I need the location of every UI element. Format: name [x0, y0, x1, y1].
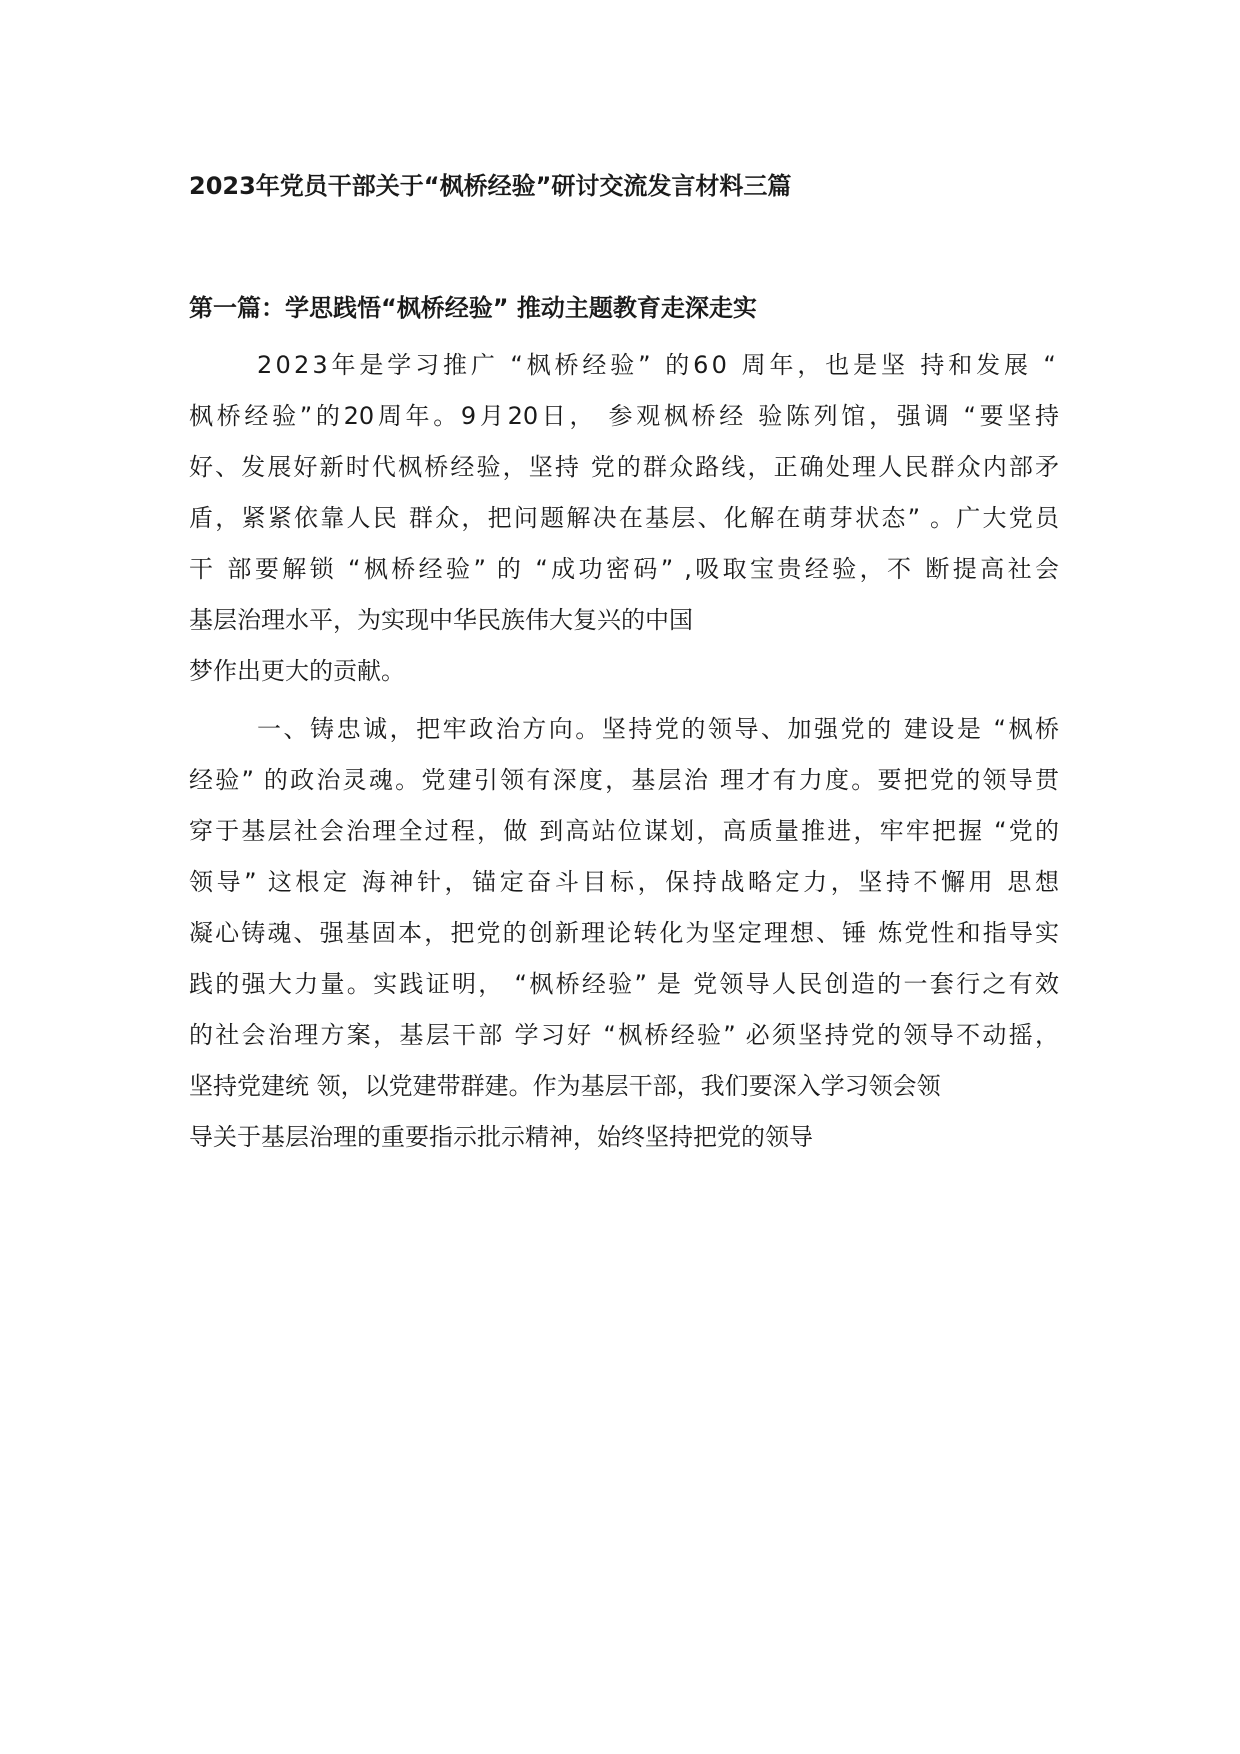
- text-line: 干 部要解锁 “枫桥经验” 的 “成功密码” ,吸取宝贵经验，不 断提高社会: [189, 555, 1059, 583]
- text-line: 基层治理水平，为实现中华民族伟大复兴的中国: [189, 606, 693, 634]
- section-title: 第一篇：学思践悟“枫桥经验” 推动主题教育走深走实: [189, 294, 757, 322]
- text-line: 枫桥经验”的20周年。9月20日， 参观枫桥经 验陈列馆，强调 “要坚持: [189, 402, 1059, 430]
- text-line: 盾，紧紧依靠人民 群众，把问题解决在基层、化解在萌芽状态” 。广大党员: [189, 504, 1059, 532]
- text-line: 的社会治理方案，基层干部 学习好 “枫桥经验” 必须坚持党的领导不动摇，: [189, 1021, 1059, 1049]
- text-line: 2023年是学习推广 “枫桥经验” 的60 周年，也是坚 持和发展 “: [257, 351, 1059, 379]
- document-title: 2023年党员干部关于“枫桥经验”研讨交流发言材料三篇: [189, 172, 792, 200]
- text-line: 好、发展好新时代枫桥经验，坚持 党的群众路线，正确处理人民群众内部矛: [189, 453, 1059, 481]
- text-line: 践的强大力量。实践证明， “枫桥经验” 是 党领导人民创造的一套行之有效: [189, 970, 1059, 998]
- text-line: 坚持党建统 领，以党建带群建。作为基层干部，我们要深入学习领会领: [189, 1072, 941, 1100]
- paragraph-2: [189, 704, 1059, 1163]
- text-line: 导关于基层治理的重要指示批示精神，始终坚持把党的领导: [189, 1123, 813, 1151]
- paragraph-1: [189, 340, 1059, 697]
- text-line: 经验” 的政治灵魂。党建引领有深度，基层治 理才有力度。要把党的领导贯: [189, 766, 1059, 794]
- text-line: 一、铸忠诚，把牢政治方向。坚持党的领导、加强党的 建设是 “枫桥: [257, 715, 1059, 743]
- text-line: 穿于基层社会治理全过程，做 到高站位谋划，高质量推进，牢牢把握 “党的: [189, 817, 1059, 845]
- text-line: 领导” 这根定 海神针，锚定奋斗目标，保持战略定力，坚持不懈用 思想: [189, 868, 1059, 896]
- text-line: 梦作出更大的贡献。: [189, 657, 405, 685]
- text-line: 凝心铸魂、强基固本，把党的创新理论转化为坚定理想、锤 炼党性和指导实: [189, 919, 1059, 947]
